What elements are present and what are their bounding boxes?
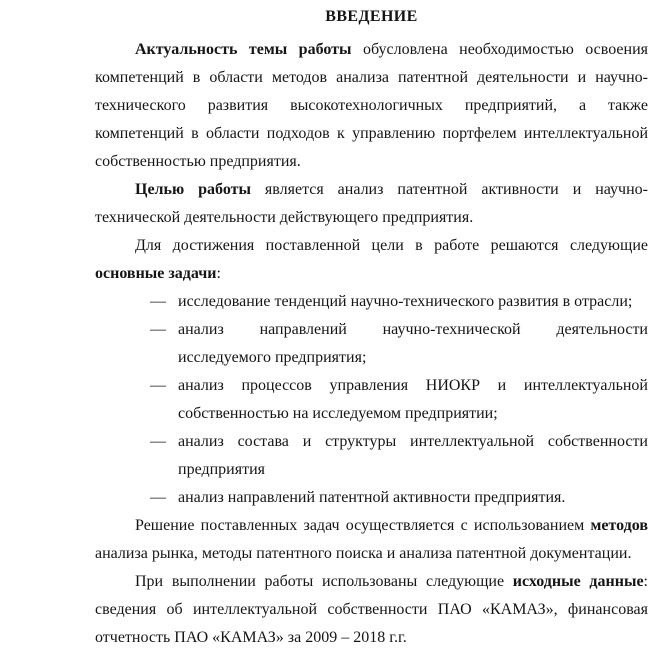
list-item xyxy=(95,288,648,316)
list-item xyxy=(95,316,648,372)
text-segment: Для достижения поставленной цели в работе решаются следующие xyxy=(135,237,648,254)
text-segment: анализа рынка, методы патентного поиска и анализа патентной документации. xyxy=(95,545,632,562)
document-body xyxy=(95,36,648,650)
text-segment-bold: основные задачи xyxy=(95,265,217,282)
text-segment: анализ направлений патентной активности предприятия. xyxy=(178,489,566,506)
list-dash-marker: — xyxy=(150,433,166,450)
list-item xyxy=(95,372,648,428)
text-segment: При выполнении работы использованы следующие xyxy=(135,573,513,590)
paragraph xyxy=(95,36,648,176)
text-segment: Решение поставленных задач осуществляется с использованием xyxy=(135,517,591,534)
text-segment: анализ направлений научно-технической деятельности исследуемого предприятия; xyxy=(178,321,648,366)
paragraph xyxy=(95,232,648,288)
text-segment: обусловлена необходимостью освоения компетенций в области методов анализа патентной деятельности и научно-технического развития высокотехнологичных предприятий, а также компетенций в области подходов к управлению портфелем интеллектуальной собственностью предприятия. xyxy=(95,41,648,170)
list-dash-marker: — xyxy=(150,377,166,394)
list-item xyxy=(95,484,648,512)
text-segment-bold: исходные данные xyxy=(512,573,644,590)
list-item xyxy=(95,428,648,484)
paragraph xyxy=(95,512,648,568)
text-segment: анализ процессов управления НИОКР и интеллектуальной собственностью на исследуемом предприятии; xyxy=(178,377,648,422)
text-segment-bold: Целью работы xyxy=(135,181,251,198)
list-dash-marker: — xyxy=(150,489,166,506)
document-title: ВВЕДЕНИЕ xyxy=(325,8,418,25)
text-segment: является анализ патентной активности и научно-технической деятельности действующего предприятия. xyxy=(95,181,648,226)
text-segment: исследование тенденций научно-технического развития в отрасли; xyxy=(178,293,633,310)
text-segment: : сведения об интеллектуальной собственности ПАО «КАМАЗ», финансовая отчетность ПАО «КАМАЗ» за 2009 – 2018 г.г. xyxy=(95,573,648,646)
paragraph xyxy=(95,176,648,232)
text-segment-bold: Актуальность темы работы xyxy=(135,41,352,58)
text-segment-bold: методов xyxy=(590,517,648,534)
paragraph xyxy=(95,568,648,650)
text-segment: анализ состава и структуры интеллектуальной собственности предприятия xyxy=(178,433,648,478)
list-dash-marker: — xyxy=(150,293,166,310)
list-dash-marker: — xyxy=(150,321,166,338)
text-segment: : xyxy=(216,265,221,282)
